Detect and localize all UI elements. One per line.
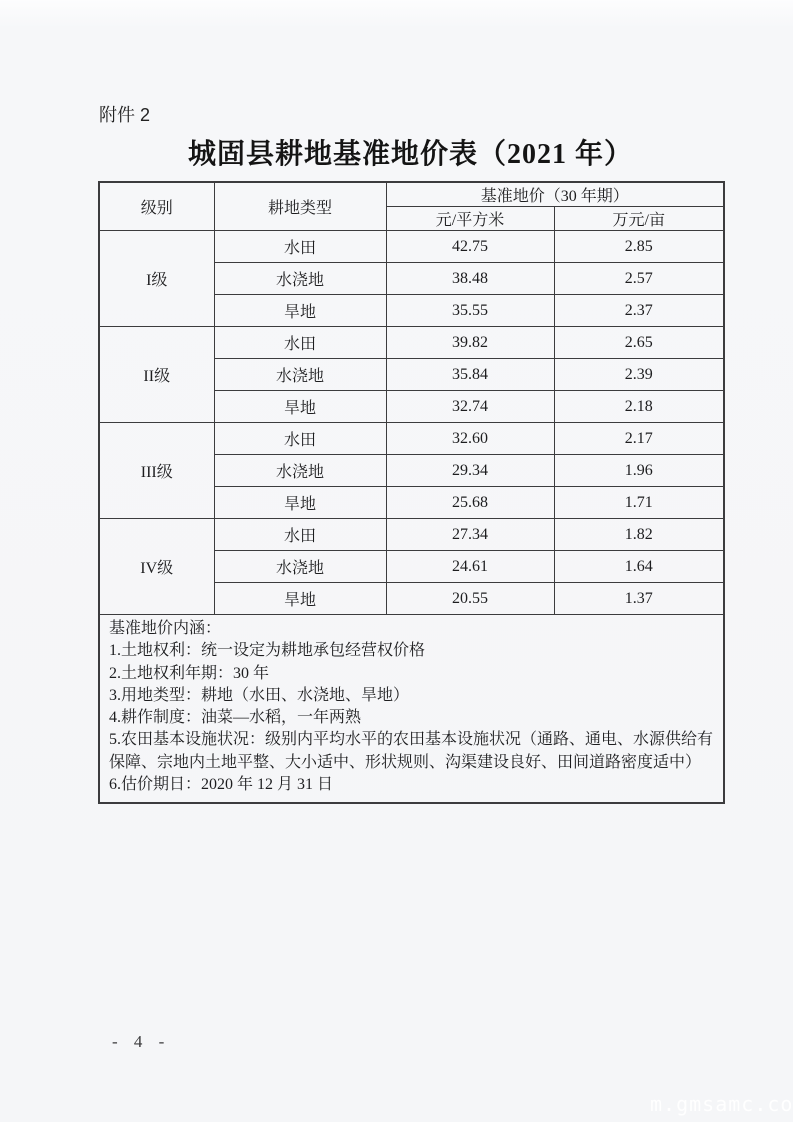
price-per-sqm-cell: 32.60 — [386, 423, 554, 455]
page-number: - 4 - — [112, 1032, 171, 1051]
price-per-sqm-cell: 25.68 — [386, 487, 554, 519]
header-row-1 — [99, 182, 724, 207]
price-per-mu-cell: 2.37 — [554, 295, 724, 327]
land-type-cell: 旱地 — [214, 391, 386, 423]
price-per-sqm-cell: 39.82 — [386, 327, 554, 359]
price-per-mu-cell: 2.57 — [554, 263, 724, 295]
price-per-mu-cell: 2.65 — [554, 327, 724, 359]
level-cell: II级 — [99, 327, 214, 423]
page-title: 城固县耕地基准地价表（2021 年） — [187, 139, 633, 170]
level-cell: IV级 — [99, 519, 214, 615]
land-type-cell: 水浇地 — [214, 551, 386, 583]
land-type-cell: 水浇地 — [214, 263, 386, 295]
land-type-cell: 旱地 — [214, 487, 386, 519]
col-header-unit-sqm: 元/平方米 — [386, 207, 554, 231]
note-line: 1.土地权利：统一设定为耕地承包经营权价格 — [109, 642, 426, 660]
price-per-mu-cell: 1.71 — [554, 487, 724, 519]
note-line: 4.耕作制度：油菜—水稻，一年两熟 — [109, 709, 362, 727]
land-type-cell: 水田 — [214, 327, 386, 359]
land-type-cell: 旱地 — [214, 295, 386, 327]
table-row — [99, 327, 724, 359]
price-per-mu-cell: 1.96 — [554, 455, 724, 487]
land-type-cell: 旱地 — [214, 583, 386, 615]
land-type-cell: 水浇地 — [214, 359, 386, 391]
price-per-sqm-cell: 29.34 — [386, 455, 554, 487]
level-cell: III级 — [99, 423, 214, 519]
attachment-label: 附件 2 — [99, 105, 151, 125]
notes-title: 基准地价内涵： — [109, 620, 222, 637]
col-header-price-group: 基准地价（30 年期） — [386, 182, 724, 207]
note-line: 5.农田基本设施状况：级别内平均水平的农田基本设施状况（通路、通电、水源供给有保障、宗地内土地平整、大小适中、形状规则、沟渠建设良好、田间道路密度适中） — [109, 731, 714, 771]
col-header-level: 级别 — [99, 182, 214, 231]
table-row — [99, 231, 724, 263]
land-type-cell: 水田 — [214, 231, 386, 263]
land-type-cell: 水浇地 — [214, 455, 386, 487]
col-header-land-type: 耕地类型 — [214, 182, 386, 231]
price-per-mu-cell: 2.17 — [554, 423, 724, 455]
col-header-unit-mu: 万元/亩 — [554, 207, 724, 231]
table-row — [99, 519, 724, 551]
watermark: m.gmsamc.co — [650, 1092, 793, 1116]
land-type-cell: 水田 — [214, 423, 386, 455]
price-per-sqm-cell: 20.55 — [386, 583, 554, 615]
note-line: 3.用地类型：耕地（水田、水浇地、旱地） — [109, 686, 410, 704]
price-per-mu-cell: 1.37 — [554, 583, 724, 615]
price-per-sqm-cell: 38.48 — [386, 263, 554, 295]
price-per-sqm-cell: 24.61 — [386, 551, 554, 583]
price-per-sqm-cell: 32.74 — [386, 391, 554, 423]
benchmark-price-table — [98, 181, 725, 804]
title-container — [98, 132, 723, 172]
notes-row — [99, 615, 724, 804]
table-header — [99, 182, 724, 231]
price-per-mu-cell: 1.82 — [554, 519, 724, 551]
price-per-mu-cell: 2.39 — [554, 359, 724, 391]
level-cell: I级 — [99, 231, 214, 327]
price-per-sqm-cell: 42.75 — [386, 231, 554, 263]
price-table-body — [99, 231, 724, 615]
notes-cell — [99, 615, 724, 804]
note-line: 6.估价期日：2020 年 12 月 31 日 — [109, 776, 334, 794]
price-per-mu-cell: 2.85 — [554, 231, 724, 263]
price-per-sqm-cell: 27.34 — [386, 519, 554, 551]
note-line: 2.土地权利年期：30 年 — [109, 664, 270, 682]
price-per-mu-cell: 1.64 — [554, 551, 724, 583]
land-type-cell: 水田 — [214, 519, 386, 551]
price-per-sqm-cell: 35.84 — [386, 359, 554, 391]
notes-section — [99, 615, 724, 804]
price-per-mu-cell: 2.18 — [554, 391, 724, 423]
table-row — [99, 423, 724, 455]
price-per-sqm-cell: 35.55 — [386, 295, 554, 327]
